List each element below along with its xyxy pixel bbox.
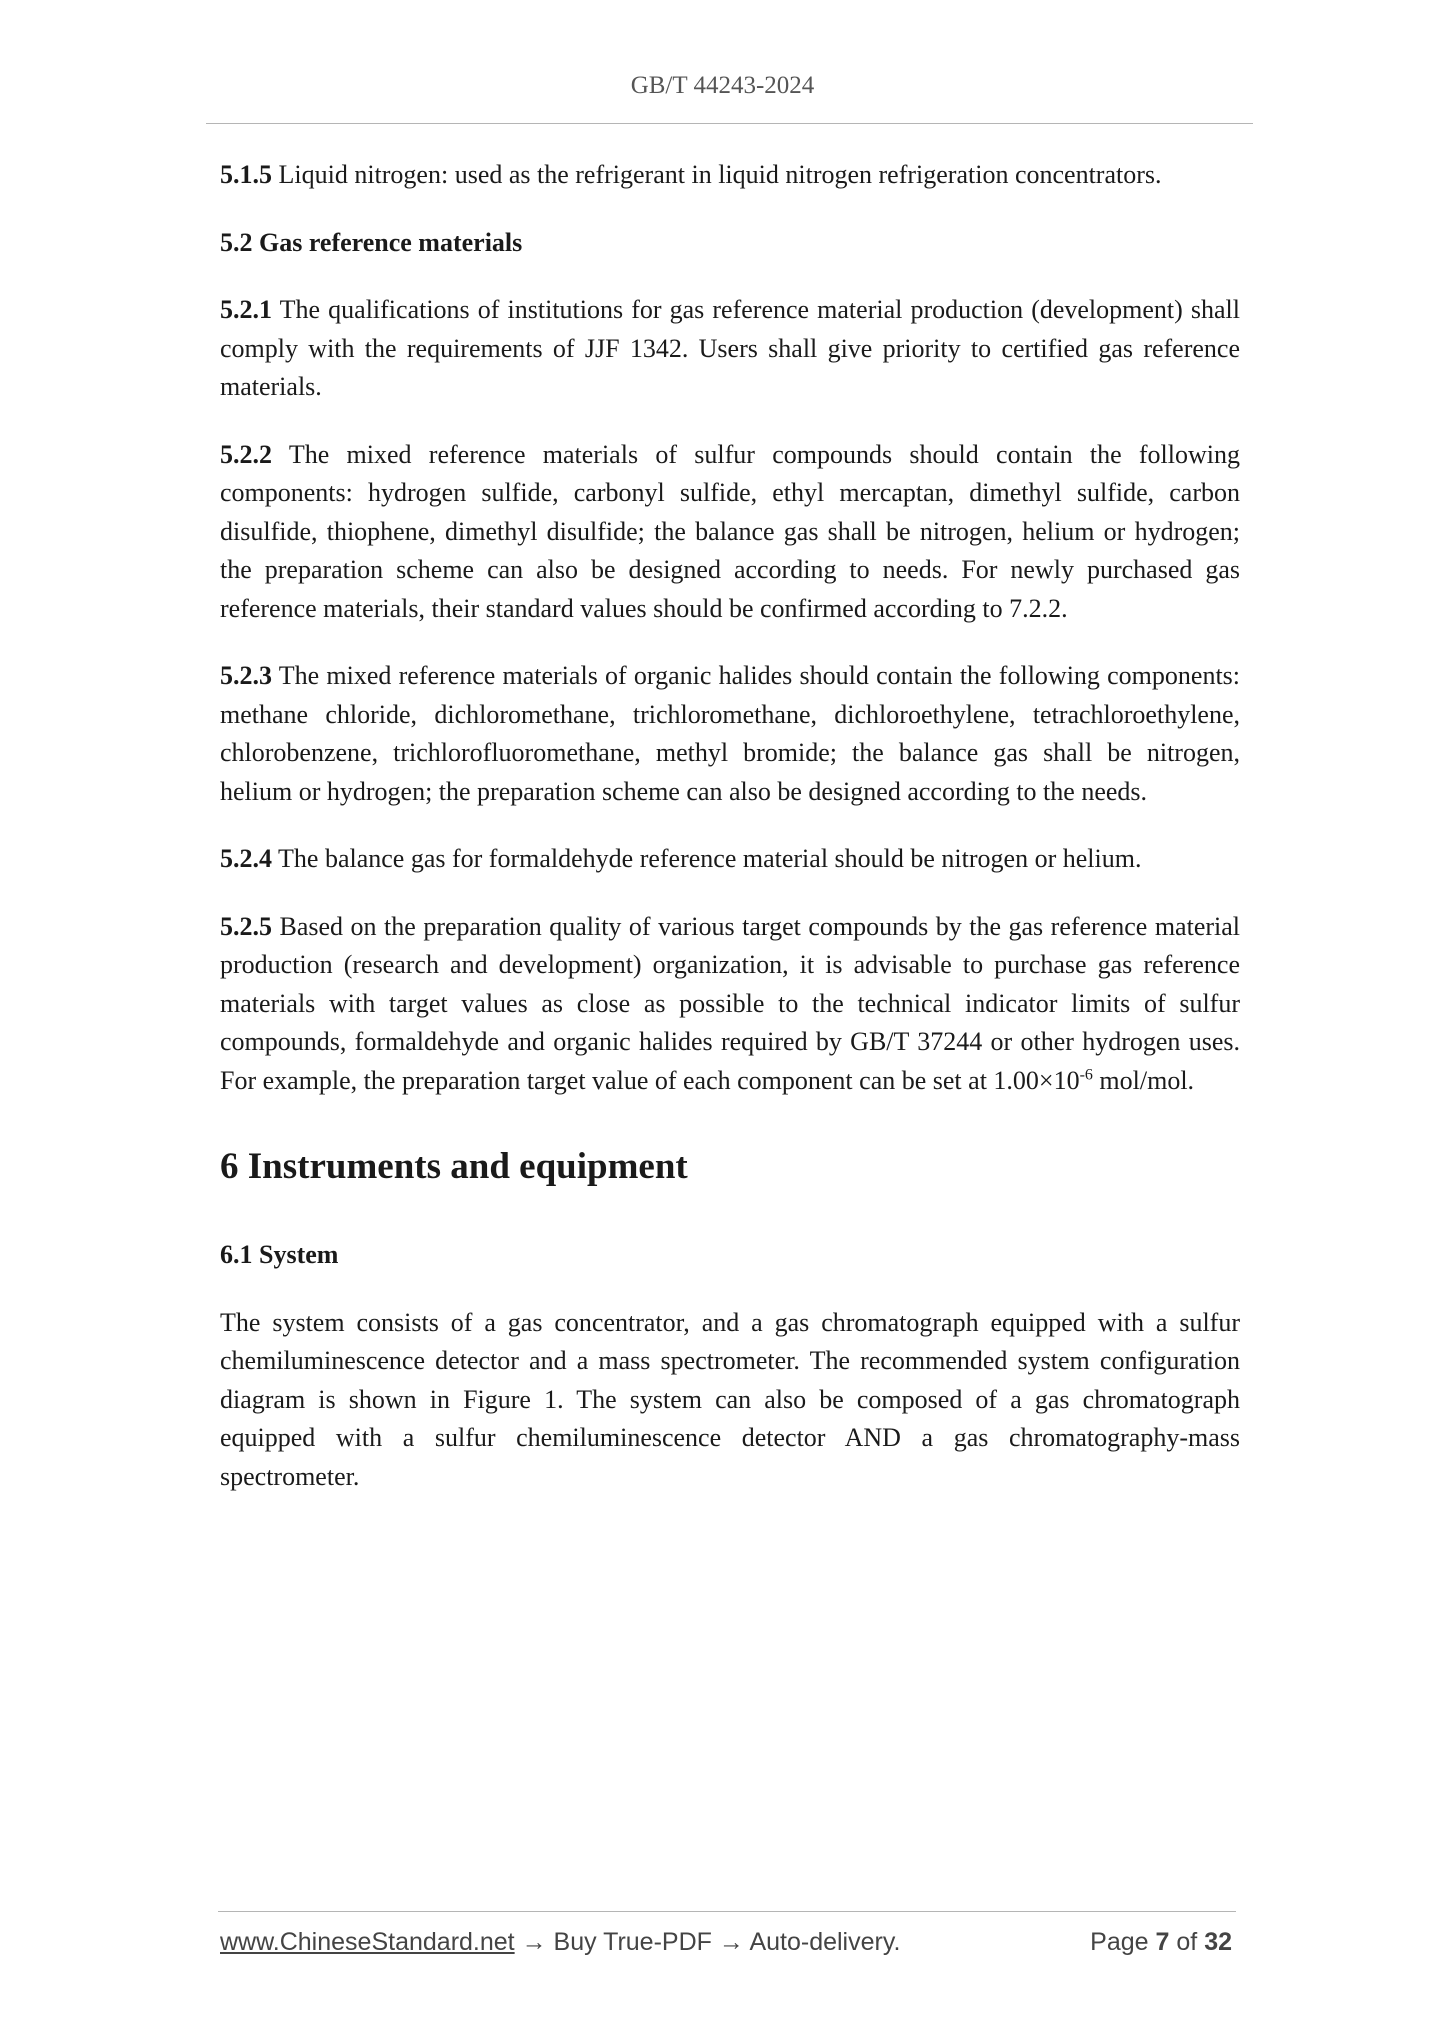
footer-promo bbox=[220, 1928, 900, 1957]
chinesestandard-link[interactable]: www.ChineseStandard.net bbox=[220, 1928, 515, 1956]
clause-text-tail: mol/mol. bbox=[1092, 1065, 1195, 1095]
clause-number: 5.2.2 bbox=[220, 439, 272, 469]
clause-text: The mixed reference materials of organic halides should contain the following components: methane chloride, dichloromethane, trichloromethane, dichloroethylene, tetrachloroethylene, chlorobenzene, trichlorofluoromethane, methyl bromide; the balance gas shall be nitrogen, helium or hydrogen; the preparation scheme can also be designed according to the needs. bbox=[220, 661, 1241, 806]
section-heading-5-2: 5.2 Gas reference materials bbox=[220, 227, 523, 257]
clause-number: 5.1.5 bbox=[220, 160, 272, 189]
buy-text: Buy True-PDF bbox=[553, 1928, 712, 1956]
page-current: 7 bbox=[1155, 1928, 1170, 1956]
of-word: of bbox=[1176, 1928, 1198, 1956]
clause-5-2-2 bbox=[220, 436, 1240, 629]
clause-text: Liquid nitrogen: used as the refrigerant in liquid nitrogen refrigeration concentrators. bbox=[278, 160, 1162, 189]
document-id-header: GB/T 44243-2024 bbox=[630, 72, 815, 99]
clause-5-2-4 bbox=[220, 840, 1240, 879]
page-number bbox=[1090, 1928, 1232, 1957]
footer-divider bbox=[218, 1911, 1236, 1912]
clause-5-1-5 bbox=[220, 156, 1240, 195]
clause-text: Based on the preparation quality of various target compounds by the gas reference material production (research and development) organization, it is advisable to purchase gas reference materials with target values as close as possible to the technical indicator limits of sulfur compounds, formaldehyde and organic halides required by GB/T 37244 or other hydrogen uses. For example, the preparation target value of each component can be set at 1.00×10 bbox=[220, 911, 1241, 1095]
clause-5-2-1 bbox=[220, 291, 1240, 407]
clause-5-2-3 bbox=[220, 657, 1240, 811]
clause-number: 5.2.3 bbox=[220, 661, 272, 690]
clause-number: 5.2.4 bbox=[220, 844, 272, 873]
exponent: -6 bbox=[1079, 1065, 1093, 1083]
clause-text: The mixed reference materials of sulfur compounds should contain the following components: hydrogen sulfide, carbonyl sulfide, ethyl mercaptan, dimethyl sulfide, carbon disulfide, thiophene, dimethyl disulfide; the balance gas shall be nitrogen, helium or hydrogen; the preparation scheme can also be designed according to needs. For newly purchased gas reference materials, their standard values should be confirmed according to 7.2.2. bbox=[220, 439, 1241, 623]
clause-number: 5.2.5 bbox=[220, 911, 272, 941]
clause-6-1-text: The system consists of a gas concentrator, and a gas chromatograph equipped with a sulfur chemiluminescence detector and a mass spectrometer. The recommended system configuration diagram is shown in Figure 1. The system can also be composed of a gas chromatograph equipped with a sulfur chemiluminescence detector AND a gas chromatography-mass spectrometer. bbox=[220, 1307, 1240, 1491]
page-word: Page bbox=[1090, 1928, 1149, 1956]
clause-number: 5.2.1 bbox=[220, 295, 272, 324]
document-body bbox=[220, 156, 1240, 1525]
arrow-icon: → bbox=[718, 1928, 744, 1956]
arrow-icon: → bbox=[521, 1928, 547, 1956]
header-divider bbox=[206, 123, 1253, 124]
clause-text: The qualifications of institutions for gas reference material production (development) shall comply with the requirements of JJF 1342. Users shall give priority to certified gas reference materials. bbox=[220, 295, 1241, 401]
page-total: 32 bbox=[1204, 1928, 1232, 1956]
section-heading-6-1: 6.1 System bbox=[220, 1240, 339, 1269]
clause-text: The balance gas for formaldehyde reference material should be nitrogen or helium. bbox=[278, 844, 1142, 873]
delivery-text: Auto-delivery. bbox=[749, 1928, 901, 1956]
chapter-heading-6: 6 Instruments and equipment bbox=[220, 1146, 688, 1187]
clause-5-2-5 bbox=[220, 908, 1240, 1101]
